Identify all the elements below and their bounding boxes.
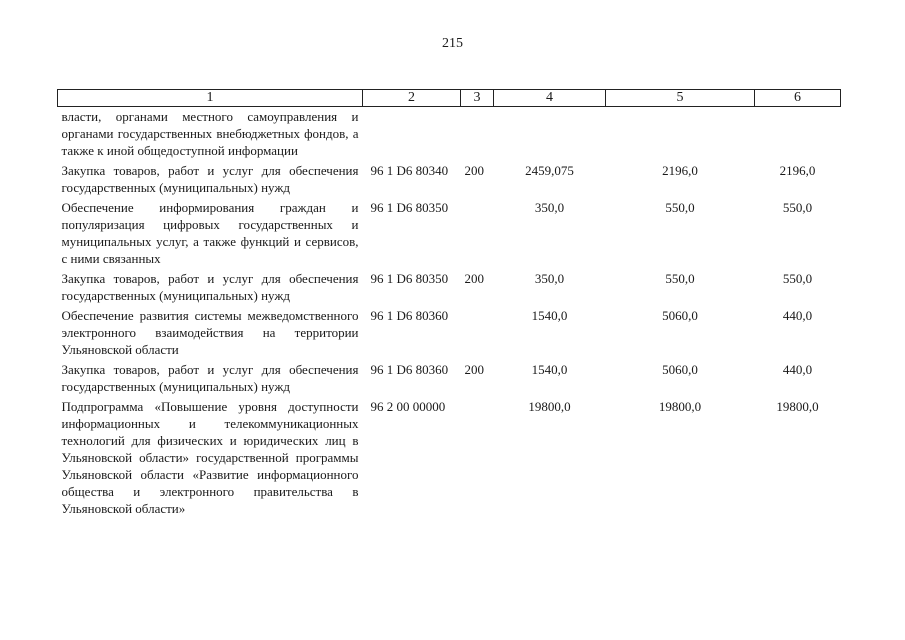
row-value-col6: 440,0 <box>782 308 813 323</box>
row-value-col4: 2459,075 <box>525 163 574 178</box>
table-header-row <box>58 90 841 107</box>
row-value-col5: 19800,0 <box>658 399 702 414</box>
row-value-col5: 550,0 <box>665 271 695 286</box>
row-value-col4: 1540,0 <box>531 308 568 323</box>
page-number: 215 <box>442 36 463 51</box>
row-code: 96 2 00 00000 <box>370 399 446 414</box>
row-value-col5: 5060,0 <box>662 308 698 323</box>
row-value-col4: 1540,0 <box>531 362 568 377</box>
row-name: власти, органами местного самоуправления и органами государственных внебюджетных фондов, а также к иной общедоступной информации <box>61 109 359 158</box>
row-value-col5: 5060,0 <box>662 362 698 377</box>
table-row <box>58 270 841 307</box>
row-code <box>363 107 461 163</box>
table-row <box>58 199 841 270</box>
row-expense-type: 200 <box>464 362 484 377</box>
table-row <box>58 398 841 520</box>
row-name: Обеспечение развития системы межведомственного электронного взаимодействия на территории Ульяновской области <box>61 308 359 357</box>
row-name: Обеспечение информирования граждан и популяризация цифровых государственных и муниципальных услуг, а также функций и сервисов, с ними связанных <box>61 200 359 266</box>
row-value-col5: 2196,0 <box>662 163 698 178</box>
row-expense-type: 200 <box>464 271 484 286</box>
row-value-col6: 440,0 <box>782 362 813 377</box>
row-expense-type <box>461 199 494 270</box>
row-name: Закупка товаров, работ и услуг для обеспечения государственных (муниципальных) нужд <box>61 271 359 303</box>
row-expense-type <box>461 107 494 163</box>
row-code: 96 1 D6 80360 <box>370 308 449 323</box>
row-value-col4: 350,0 <box>534 271 565 286</box>
table-row <box>58 107 841 163</box>
row-code: 96 1 D6 80350 <box>370 200 449 215</box>
row-code: 96 1 D6 80340 <box>370 163 449 178</box>
row-expense-type <box>461 398 494 520</box>
row-expense-type <box>461 307 494 361</box>
column-header-4: 4 <box>494 90 606 107</box>
row-name: Закупка товаров, работ и услуг для обеспечения государственных (муниципальных) нужд <box>61 362 359 394</box>
row-code: 96 1 D6 80360 <box>370 362 449 377</box>
row-name: Подпрограмма «Повышение уровня доступности информационных и телекоммуникационных технологий для физических и юридических лиц в Ульяновской области» государственной программы Ульяновской области «Развитие информационного общества и электронного правительства в Ульяновской области» <box>61 399 359 516</box>
column-header-2: 2 <box>363 90 461 107</box>
column-header-3: 3 <box>461 90 494 107</box>
row-name: Закупка товаров, работ и услуг для обеспечения государственных (муниципальных) нужд <box>61 163 359 195</box>
row-value-col6: 550,0 <box>782 200 813 215</box>
table-row <box>58 307 841 361</box>
row-code: 96 1 D6 80350 <box>370 271 449 286</box>
row-value-col4: 19800,0 <box>528 399 571 414</box>
row-value-col4: 350,0 <box>534 200 565 215</box>
row-expense-type: 200 <box>464 163 484 178</box>
row-value-col6: 2196,0 <box>779 163 816 178</box>
table-row <box>58 162 841 199</box>
row-value-col6 <box>755 107 841 163</box>
column-header-1: 1 <box>58 90 363 107</box>
row-value-col6: 19800,0 <box>776 399 819 414</box>
column-header-5: 5 <box>606 90 755 107</box>
row-value-col6: 550,0 <box>782 271 813 286</box>
row-value-col4 <box>494 107 606 163</box>
column-header-6: 6 <box>755 90 841 107</box>
table-row <box>58 361 841 398</box>
row-value-col5: 550,0 <box>665 200 695 215</box>
budget-table <box>57 89 841 520</box>
row-value-col5 <box>606 107 755 163</box>
